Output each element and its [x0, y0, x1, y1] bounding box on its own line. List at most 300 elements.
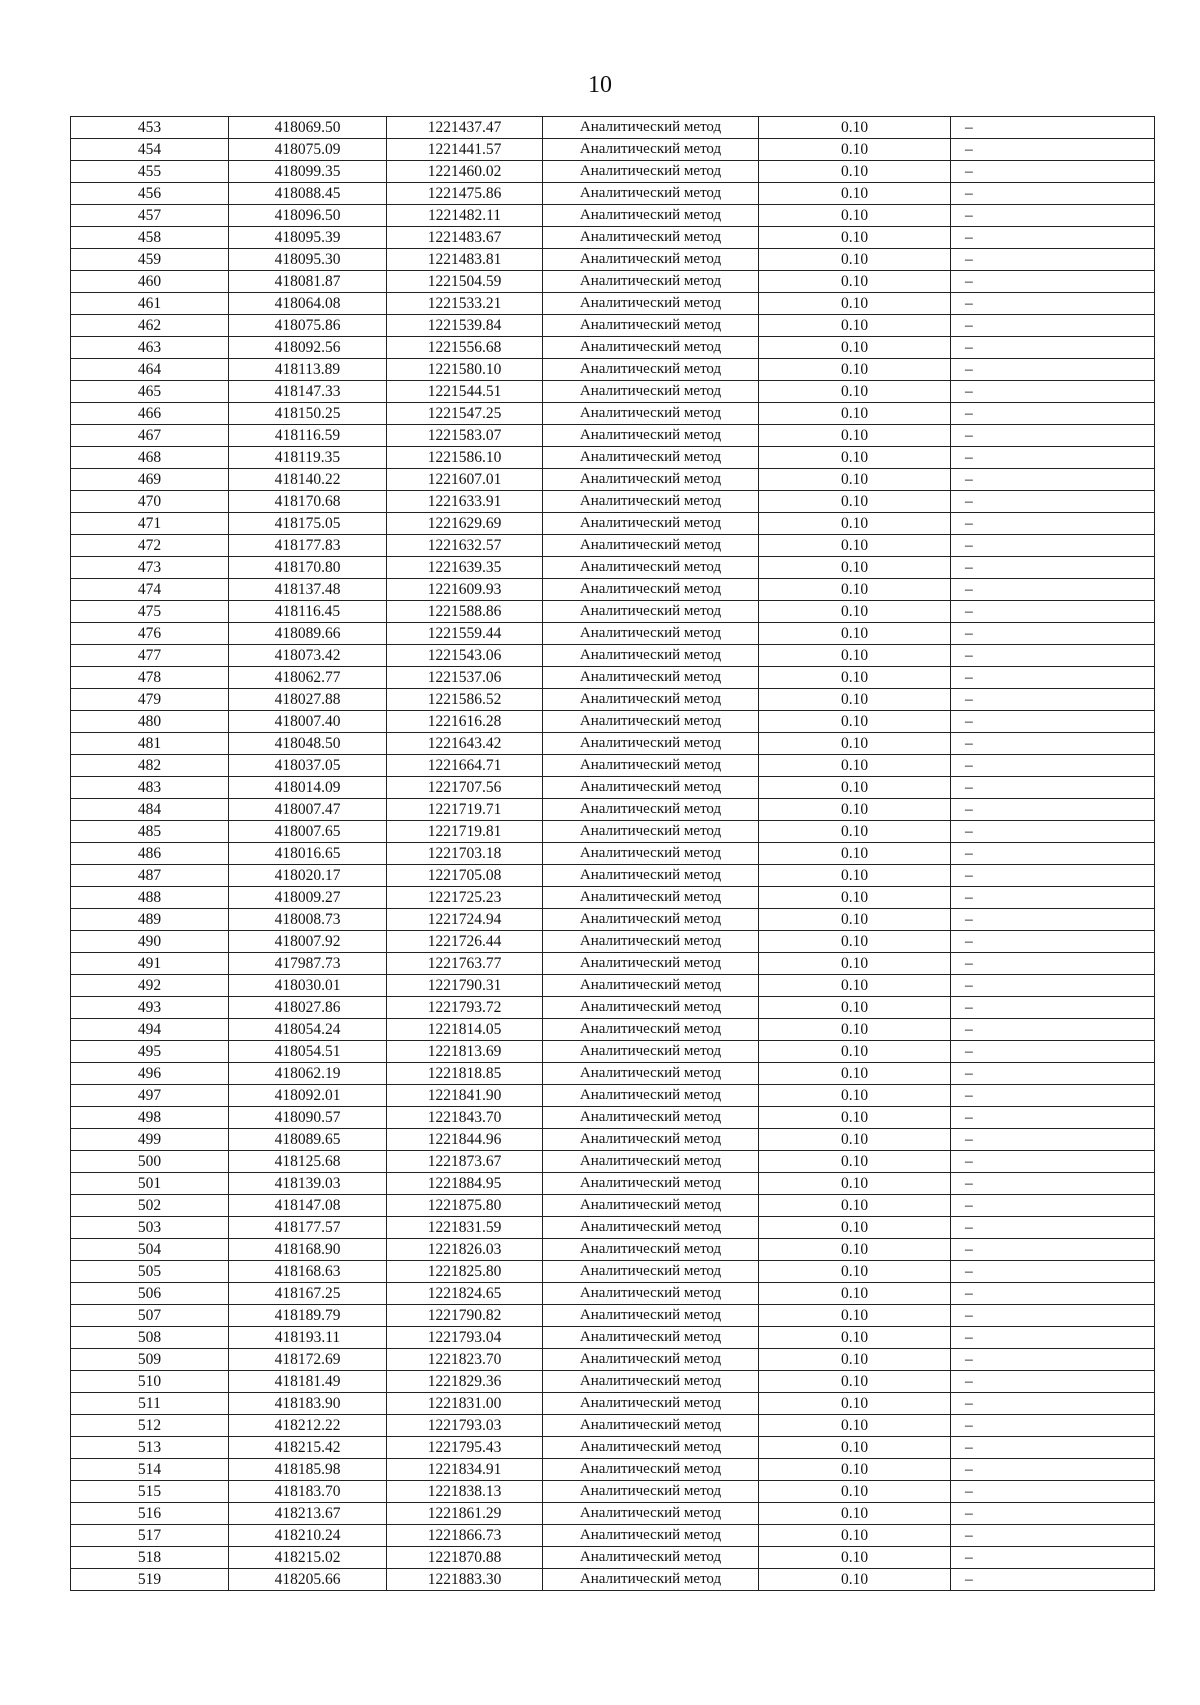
extra-cell: –: [951, 1063, 1155, 1085]
method-cell: Аналитический метод: [543, 1349, 759, 1371]
point-number-cell: 472: [71, 535, 229, 557]
error-cell: 0.10: [759, 733, 951, 755]
x-coordinate-cell: 418007.65: [229, 821, 387, 843]
point-number-cell: 470: [71, 491, 229, 513]
point-number-cell: 477: [71, 645, 229, 667]
y-coordinate-cell: 1221866.73: [387, 1525, 543, 1547]
point-number-cell: 481: [71, 733, 229, 755]
error-cell: 0.10: [759, 997, 951, 1019]
method-cell: Аналитический метод: [543, 601, 759, 623]
extra-cell: –: [951, 667, 1155, 689]
method-cell: Аналитический метод: [543, 359, 759, 381]
y-coordinate-cell: 1221607.01: [387, 469, 543, 491]
y-coordinate-cell: 1221460.02: [387, 161, 543, 183]
y-coordinate-cell: 1221823.70: [387, 1349, 543, 1371]
y-coordinate-cell: 1221861.29: [387, 1503, 543, 1525]
x-coordinate-cell: 418089.66: [229, 623, 387, 645]
extra-cell: –: [951, 953, 1155, 975]
extra-cell: –: [951, 1349, 1155, 1371]
x-coordinate-cell: 418215.02: [229, 1547, 387, 1569]
point-number-cell: 462: [71, 315, 229, 337]
extra-cell: –: [951, 1525, 1155, 1547]
point-number-cell: 495: [71, 1041, 229, 1063]
error-cell: 0.10: [759, 1305, 951, 1327]
table-row: [71, 1481, 1155, 1503]
y-coordinate-cell: 1221726.44: [387, 931, 543, 953]
table-row: [71, 1239, 1155, 1261]
extra-cell: –: [951, 447, 1155, 469]
error-cell: 0.10: [759, 1371, 951, 1393]
x-coordinate-cell: 418212.22: [229, 1415, 387, 1437]
extra-cell: –: [951, 733, 1155, 755]
extra-cell: –: [951, 139, 1155, 161]
table-row: [71, 821, 1155, 843]
point-number-cell: 459: [71, 249, 229, 271]
extra-cell: –: [951, 381, 1155, 403]
extra-cell: –: [951, 359, 1155, 381]
extra-cell: –: [951, 1151, 1155, 1173]
point-number-cell: 502: [71, 1195, 229, 1217]
error-cell: 0.10: [759, 645, 951, 667]
table-row: [71, 1283, 1155, 1305]
table-row: [71, 755, 1155, 777]
point-number-cell: 498: [71, 1107, 229, 1129]
method-cell: Аналитический метод: [543, 139, 759, 161]
point-number-cell: 476: [71, 623, 229, 645]
y-coordinate-cell: 1221543.06: [387, 645, 543, 667]
y-coordinate-cell: 1221586.52: [387, 689, 543, 711]
point-number-cell: 511: [71, 1393, 229, 1415]
y-coordinate-cell: 1221724.94: [387, 909, 543, 931]
x-coordinate-cell: 418175.05: [229, 513, 387, 535]
y-coordinate-cell: 1221547.25: [387, 403, 543, 425]
y-coordinate-cell: 1221834.91: [387, 1459, 543, 1481]
error-cell: 0.10: [759, 1569, 951, 1591]
table-row: [71, 777, 1155, 799]
y-coordinate-cell: 1221793.04: [387, 1327, 543, 1349]
error-cell: 0.10: [759, 1261, 951, 1283]
point-number-cell: 454: [71, 139, 229, 161]
error-cell: 0.10: [759, 1063, 951, 1085]
point-number-cell: 457: [71, 205, 229, 227]
method-cell: Аналитический метод: [543, 997, 759, 1019]
extra-cell: –: [951, 689, 1155, 711]
point-number-cell: 485: [71, 821, 229, 843]
method-cell: Аналитический метод: [543, 733, 759, 755]
extra-cell: –: [951, 1371, 1155, 1393]
method-cell: Аналитический метод: [543, 711, 759, 733]
x-coordinate-cell: 418215.42: [229, 1437, 387, 1459]
point-number-cell: 483: [71, 777, 229, 799]
extra-cell: –: [951, 1239, 1155, 1261]
coordinates-table-body: [71, 117, 1155, 1591]
method-cell: Аналитический метод: [543, 491, 759, 513]
table-row: [71, 953, 1155, 975]
x-coordinate-cell: 418075.09: [229, 139, 387, 161]
point-number-cell: 487: [71, 865, 229, 887]
extra-cell: –: [951, 1503, 1155, 1525]
error-cell: 0.10: [759, 359, 951, 381]
table-row: [71, 183, 1155, 205]
table-row: [71, 1217, 1155, 1239]
y-coordinate-cell: 1221583.07: [387, 425, 543, 447]
point-number-cell: 507: [71, 1305, 229, 1327]
y-coordinate-cell: 1221437.47: [387, 117, 543, 139]
error-cell: 0.10: [759, 1129, 951, 1151]
table-row: [71, 1305, 1155, 1327]
method-cell: Аналитический метод: [543, 667, 759, 689]
table-row: [71, 1525, 1155, 1547]
table-row: [71, 601, 1155, 623]
table-row: [71, 711, 1155, 733]
error-cell: 0.10: [759, 777, 951, 799]
method-cell: Аналитический метод: [543, 1107, 759, 1129]
x-coordinate-cell: 418213.67: [229, 1503, 387, 1525]
extra-cell: –: [951, 337, 1155, 359]
x-coordinate-cell: 418210.24: [229, 1525, 387, 1547]
table-row: [71, 1173, 1155, 1195]
error-cell: 0.10: [759, 1349, 951, 1371]
point-number-cell: 478: [71, 667, 229, 689]
extra-cell: –: [951, 205, 1155, 227]
y-coordinate-cell: 1221609.93: [387, 579, 543, 601]
error-cell: 0.10: [759, 535, 951, 557]
point-number-cell: 464: [71, 359, 229, 381]
x-coordinate-cell: 418054.24: [229, 1019, 387, 1041]
y-coordinate-cell: 1221537.06: [387, 667, 543, 689]
method-cell: Аналитический метод: [543, 403, 759, 425]
table-row: [71, 1195, 1155, 1217]
x-coordinate-cell: 418113.89: [229, 359, 387, 381]
point-number-cell: 475: [71, 601, 229, 623]
table-row: [71, 139, 1155, 161]
method-cell: Аналитический метод: [543, 1459, 759, 1481]
error-cell: 0.10: [759, 1239, 951, 1261]
method-cell: Аналитический метод: [543, 293, 759, 315]
error-cell: 0.10: [759, 447, 951, 469]
method-cell: Аналитический метод: [543, 513, 759, 535]
table-row: [71, 931, 1155, 953]
method-cell: Аналитический метод: [543, 1283, 759, 1305]
x-coordinate-cell: 418069.50: [229, 117, 387, 139]
method-cell: Аналитический метод: [543, 1151, 759, 1173]
x-coordinate-cell: 418170.80: [229, 557, 387, 579]
x-coordinate-cell: 418116.59: [229, 425, 387, 447]
error-cell: 0.10: [759, 403, 951, 425]
table-row: [71, 315, 1155, 337]
x-coordinate-cell: 418062.19: [229, 1063, 387, 1085]
point-number-cell: 455: [71, 161, 229, 183]
extra-cell: –: [951, 1437, 1155, 1459]
error-cell: 0.10: [759, 1019, 951, 1041]
extra-cell: –: [951, 227, 1155, 249]
error-cell: 0.10: [759, 1173, 951, 1195]
point-number-cell: 486: [71, 843, 229, 865]
table-row: [71, 1547, 1155, 1569]
error-cell: 0.10: [759, 843, 951, 865]
method-cell: Аналитический метод: [543, 425, 759, 447]
method-cell: Аналитический метод: [543, 1481, 759, 1503]
point-number-cell: 517: [71, 1525, 229, 1547]
table-row: [71, 491, 1155, 513]
x-coordinate-cell: 418009.27: [229, 887, 387, 909]
extra-cell: –: [951, 975, 1155, 997]
method-cell: Аналитический метод: [543, 1525, 759, 1547]
y-coordinate-cell: 1221482.11: [387, 205, 543, 227]
table-row: [71, 1371, 1155, 1393]
point-number-cell: 500: [71, 1151, 229, 1173]
point-number-cell: 519: [71, 1569, 229, 1591]
error-cell: 0.10: [759, 315, 951, 337]
y-coordinate-cell: 1221824.65: [387, 1283, 543, 1305]
x-coordinate-cell: 418140.22: [229, 469, 387, 491]
table-row: [71, 227, 1155, 249]
method-cell: Аналитический метод: [543, 1085, 759, 1107]
x-coordinate-cell: 418090.57: [229, 1107, 387, 1129]
x-coordinate-cell: 418048.50: [229, 733, 387, 755]
point-number-cell: 493: [71, 997, 229, 1019]
error-cell: 0.10: [759, 1041, 951, 1063]
method-cell: Аналитический метод: [543, 689, 759, 711]
table-row: [71, 161, 1155, 183]
point-number-cell: 496: [71, 1063, 229, 1085]
extra-cell: –: [951, 293, 1155, 315]
error-cell: 0.10: [759, 1151, 951, 1173]
x-coordinate-cell: 418185.98: [229, 1459, 387, 1481]
error-cell: 0.10: [759, 293, 951, 315]
y-coordinate-cell: 1221719.81: [387, 821, 543, 843]
table-row: [71, 293, 1155, 315]
point-number-cell: 504: [71, 1239, 229, 1261]
error-cell: 0.10: [759, 249, 951, 271]
error-cell: 0.10: [759, 1283, 951, 1305]
error-cell: 0.10: [759, 513, 951, 535]
error-cell: 0.10: [759, 1481, 951, 1503]
error-cell: 0.10: [759, 1525, 951, 1547]
y-coordinate-cell: 1221544.51: [387, 381, 543, 403]
point-number-cell: 488: [71, 887, 229, 909]
y-coordinate-cell: 1221556.68: [387, 337, 543, 359]
y-coordinate-cell: 1221633.91: [387, 491, 543, 513]
x-coordinate-cell: 418095.30: [229, 249, 387, 271]
point-number-cell: 518: [71, 1547, 229, 1569]
extra-cell: –: [951, 1327, 1155, 1349]
x-coordinate-cell: 418007.92: [229, 931, 387, 953]
extra-cell: –: [951, 1261, 1155, 1283]
page-number: 10: [588, 72, 612, 98]
x-coordinate-cell: 418037.05: [229, 755, 387, 777]
method-cell: Аналитический метод: [543, 799, 759, 821]
method-cell: Аналитический метод: [543, 1371, 759, 1393]
extra-cell: –: [951, 601, 1155, 623]
point-number-cell: 473: [71, 557, 229, 579]
x-coordinate-cell: 418089.65: [229, 1129, 387, 1151]
table-row: [71, 1261, 1155, 1283]
point-number-cell: 468: [71, 447, 229, 469]
method-cell: Аналитический метод: [543, 1041, 759, 1063]
x-coordinate-cell: 418181.49: [229, 1371, 387, 1393]
x-coordinate-cell: 418092.01: [229, 1085, 387, 1107]
extra-cell: –: [951, 1107, 1155, 1129]
table-row: [71, 579, 1155, 601]
extra-cell: –: [951, 1459, 1155, 1481]
table-row: [71, 1327, 1155, 1349]
y-coordinate-cell: 1221831.59: [387, 1217, 543, 1239]
table-row: [71, 887, 1155, 909]
y-coordinate-cell: 1221844.96: [387, 1129, 543, 1151]
y-coordinate-cell: 1221616.28: [387, 711, 543, 733]
error-cell: 0.10: [759, 227, 951, 249]
point-number-cell: 497: [71, 1085, 229, 1107]
y-coordinate-cell: 1221826.03: [387, 1239, 543, 1261]
error-cell: 0.10: [759, 975, 951, 997]
table-row: [71, 1041, 1155, 1063]
y-coordinate-cell: 1221841.90: [387, 1085, 543, 1107]
x-coordinate-cell: 418168.90: [229, 1239, 387, 1261]
point-number-cell: 499: [71, 1129, 229, 1151]
method-cell: Аналитический метод: [543, 909, 759, 931]
table-row: [71, 1063, 1155, 1085]
method-cell: Аналитический метод: [543, 535, 759, 557]
extra-cell: –: [951, 1547, 1155, 1569]
table-row: [71, 205, 1155, 227]
point-number-cell: 492: [71, 975, 229, 997]
table-row: [71, 447, 1155, 469]
x-coordinate-cell: 418020.17: [229, 865, 387, 887]
table-row: [71, 557, 1155, 579]
error-cell: 0.10: [759, 821, 951, 843]
x-coordinate-cell: 418147.08: [229, 1195, 387, 1217]
method-cell: Аналитический метод: [543, 1327, 759, 1349]
method-cell: Аналитический метод: [543, 931, 759, 953]
y-coordinate-cell: 1221441.57: [387, 139, 543, 161]
method-cell: Аналитический метод: [543, 1217, 759, 1239]
table-row: [71, 403, 1155, 425]
extra-cell: –: [951, 909, 1155, 931]
method-cell: Аналитический метод: [543, 381, 759, 403]
error-cell: 0.10: [759, 1085, 951, 1107]
table-row: [71, 909, 1155, 931]
error-cell: 0.10: [759, 601, 951, 623]
x-coordinate-cell: 418205.66: [229, 1569, 387, 1591]
extra-cell: –: [951, 403, 1155, 425]
point-number-cell: 458: [71, 227, 229, 249]
method-cell: Аналитический метод: [543, 623, 759, 645]
point-number-cell: 501: [71, 1173, 229, 1195]
extra-cell: –: [951, 249, 1155, 271]
error-cell: 0.10: [759, 865, 951, 887]
extra-cell: –: [951, 491, 1155, 513]
point-number-cell: 466: [71, 403, 229, 425]
table-row: [71, 997, 1155, 1019]
table-row: [71, 1085, 1155, 1107]
y-coordinate-cell: 1221643.42: [387, 733, 543, 755]
method-cell: Аналитический метод: [543, 161, 759, 183]
extra-cell: –: [951, 161, 1155, 183]
table-row: [71, 865, 1155, 887]
table-row: [71, 271, 1155, 293]
y-coordinate-cell: 1221475.86: [387, 183, 543, 205]
y-coordinate-cell: 1221884.95: [387, 1173, 543, 1195]
method-cell: Аналитический метод: [543, 1261, 759, 1283]
method-cell: Аналитический метод: [543, 447, 759, 469]
x-coordinate-cell: 418125.68: [229, 1151, 387, 1173]
y-coordinate-cell: 1221795.43: [387, 1437, 543, 1459]
extra-cell: –: [951, 1129, 1155, 1151]
extra-cell: –: [951, 711, 1155, 733]
point-number-cell: 509: [71, 1349, 229, 1371]
point-number-cell: 479: [71, 689, 229, 711]
method-cell: Аналитический метод: [543, 469, 759, 491]
x-coordinate-cell: 418150.25: [229, 403, 387, 425]
y-coordinate-cell: 1221790.31: [387, 975, 543, 997]
error-cell: 0.10: [759, 381, 951, 403]
extra-cell: –: [951, 799, 1155, 821]
method-cell: Аналитический метод: [543, 227, 759, 249]
x-coordinate-cell: 417987.73: [229, 953, 387, 975]
table-row: [71, 1349, 1155, 1371]
point-number-cell: 508: [71, 1327, 229, 1349]
extra-cell: –: [951, 535, 1155, 557]
point-number-cell: 490: [71, 931, 229, 953]
error-cell: 0.10: [759, 205, 951, 227]
x-coordinate-cell: 418183.70: [229, 1481, 387, 1503]
error-cell: 0.10: [759, 1503, 951, 1525]
x-coordinate-cell: 418099.35: [229, 161, 387, 183]
x-coordinate-cell: 418137.48: [229, 579, 387, 601]
point-number-cell: 491: [71, 953, 229, 975]
error-cell: 0.10: [759, 183, 951, 205]
extra-cell: –: [951, 1393, 1155, 1415]
y-coordinate-cell: 1221639.35: [387, 557, 543, 579]
table-row: [71, 359, 1155, 381]
point-number-cell: 471: [71, 513, 229, 535]
point-number-cell: 461: [71, 293, 229, 315]
method-cell: Аналитический метод: [543, 1195, 759, 1217]
error-cell: 0.10: [759, 887, 951, 909]
table-row: [71, 425, 1155, 447]
error-cell: 0.10: [759, 557, 951, 579]
extra-cell: –: [951, 579, 1155, 601]
point-number-cell: 505: [71, 1261, 229, 1283]
error-cell: 0.10: [759, 1107, 951, 1129]
x-coordinate-cell: 418007.40: [229, 711, 387, 733]
extra-cell: –: [951, 1019, 1155, 1041]
error-cell: 0.10: [759, 799, 951, 821]
extra-cell: –: [951, 777, 1155, 799]
extra-cell: –: [951, 843, 1155, 865]
x-coordinate-cell: 418177.57: [229, 1217, 387, 1239]
table-row: [71, 799, 1155, 821]
error-cell: 0.10: [759, 1195, 951, 1217]
point-number-cell: 456: [71, 183, 229, 205]
y-coordinate-cell: 1221629.69: [387, 513, 543, 535]
y-coordinate-cell: 1221843.70: [387, 1107, 543, 1129]
y-coordinate-cell: 1221559.44: [387, 623, 543, 645]
x-coordinate-cell: 418081.87: [229, 271, 387, 293]
point-number-cell: 515: [71, 1481, 229, 1503]
error-cell: 0.10: [759, 1547, 951, 1569]
method-cell: Аналитический метод: [543, 1393, 759, 1415]
error-cell: 0.10: [759, 689, 951, 711]
method-cell: Аналитический метод: [543, 557, 759, 579]
table-row: [71, 381, 1155, 403]
table-row: [71, 623, 1155, 645]
x-coordinate-cell: 418030.01: [229, 975, 387, 997]
point-number-cell: 506: [71, 1283, 229, 1305]
error-cell: 0.10: [759, 953, 951, 975]
extra-cell: –: [951, 557, 1155, 579]
